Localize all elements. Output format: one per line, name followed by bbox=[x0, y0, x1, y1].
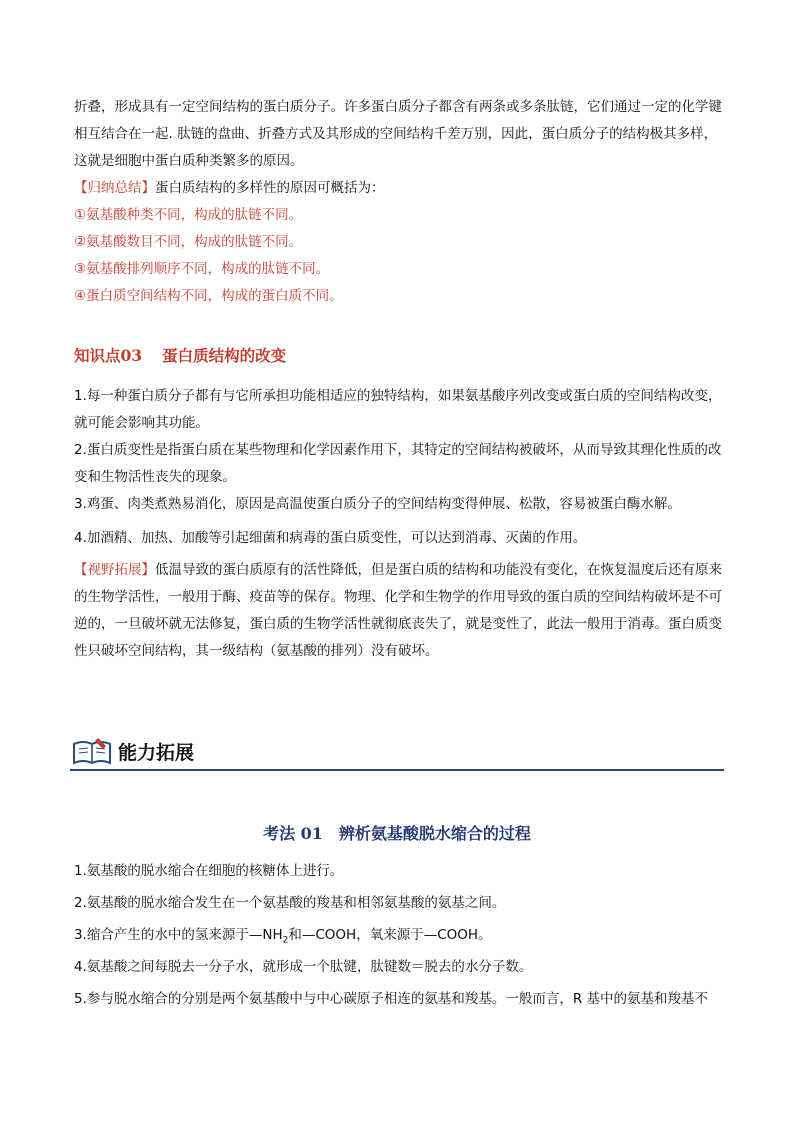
summary-item: ①氨基酸种类不同，构成的肽链不同。 bbox=[74, 207, 303, 223]
summary-item: ②氨基酸数目不同，构成的肽链不同。 bbox=[74, 234, 303, 250]
method-point-3-rest: 和—COOH，氧来源于—COOH。 bbox=[288, 927, 492, 943]
point-item: 4.加酒精、加热、加酸等引起细菌和病毒的蛋白质变性，可以达到消毒、灭菌的作用。 bbox=[74, 530, 587, 546]
summary-item: ③氨基酸排列顺序不同，构成的肽链不同。 bbox=[74, 261, 330, 277]
knowledge-point-title: 蛋白质结构的改变 bbox=[162, 346, 287, 365]
method-point: 2.氨基酸的脱水缩合发生在一个氨基酸的羧基和相邻氨基酸的氨基之间。 bbox=[74, 895, 506, 911]
summary-item: ④蛋白质空间结构不同，构成的蛋白质不同。 bbox=[74, 288, 343, 304]
section-header bbox=[70, 732, 724, 772]
knowledge-point-heading bbox=[74, 344, 286, 366]
method-point: 1.氨基酸的脱水缩合在细胞的核糖体上进行。 bbox=[74, 863, 344, 879]
method-point bbox=[74, 922, 724, 955]
section-divider bbox=[70, 769, 724, 771]
expand-tag: 【视野拓展】 bbox=[74, 562, 155, 578]
summary-tag: 【归纳总结】 bbox=[74, 180, 155, 196]
summary-text: 蛋白质结构的多样性的原因可概括为： bbox=[155, 180, 385, 196]
expand-text: 低温导致的蛋白质原有的活性降低，但是蛋白质的结构和功能没有变化，在恢复温度后还有原来的生物学活性，一般用于酶、疫苗等的保存。物理、化学和生物学的作用导致的蛋白质的空间结构破坏是不可逆的，一旦破坏就无法修复，蛋白质的生物学活性就彻底丧失了，就是变性了，此法一般用于消毒。蛋白质变性只破坏空间结构，其一级结构（氨基酸的排列）没有破坏。 bbox=[74, 562, 722, 659]
method-label: 考法 01 bbox=[263, 824, 323, 843]
method-title: 辨析氨基酸脱水缩合的过程 bbox=[338, 824, 531, 843]
method-point: 5.参与脱水缩合的分别是两个氨基酸中与中心碳原子相连的氨基和羧基。一般而言，R 基中的氨基和羧基不 bbox=[74, 991, 709, 1007]
method-point: 4.氨基酸之间每脱去一分子水，就形成一个肽键，肽键数＝脱去的水分子数。 bbox=[74, 959, 533, 975]
expand-paragraph bbox=[74, 557, 724, 665]
book-pencil-icon bbox=[72, 736, 112, 766]
point-item: 2.蛋白质变性是指蛋白质在某些物理和化学因素作用下，其特定的空间结构被破坏，从而导致其理化性质的改变和生物活性丧失的现象。 bbox=[74, 442, 722, 485]
intro-paragraph: 折叠，形成具有一定空间结构的蛋白质分子。许多蛋白质分子都含有两条或多条肽链，它们通过一定的化学键相互结合在一起. 肽链的盘曲、折叠方式及其形成的空间结构千差万别，因此，蛋白质分子的结构极其多样，这就是细胞中蛋白质种类繁多的原因。 bbox=[74, 99, 722, 169]
summary-line bbox=[74, 175, 724, 202]
method-heading bbox=[0, 821, 794, 844]
point-item: 1.每一种蛋白质分子都有与它所承担功能相适应的独特结构，如果氨基酸序列改变或蛋白质的空间结构改变，就可能会影响其功能。 bbox=[74, 388, 722, 431]
knowledge-point-label: 知识点03 bbox=[74, 346, 143, 365]
method-point-3-sub: 2 bbox=[282, 935, 289, 946]
section-title: 能力拓展 bbox=[118, 742, 195, 764]
method-point-3-prefix: 3.缩合产生的水中的氢来源于—NH bbox=[74, 927, 283, 943]
point-item: 3.鸡蛋、肉类煮熟易消化，原因是高温使蛋白质分子的空间结构变得伸展、松散，容易被蛋白酶水解。 bbox=[74, 496, 681, 512]
